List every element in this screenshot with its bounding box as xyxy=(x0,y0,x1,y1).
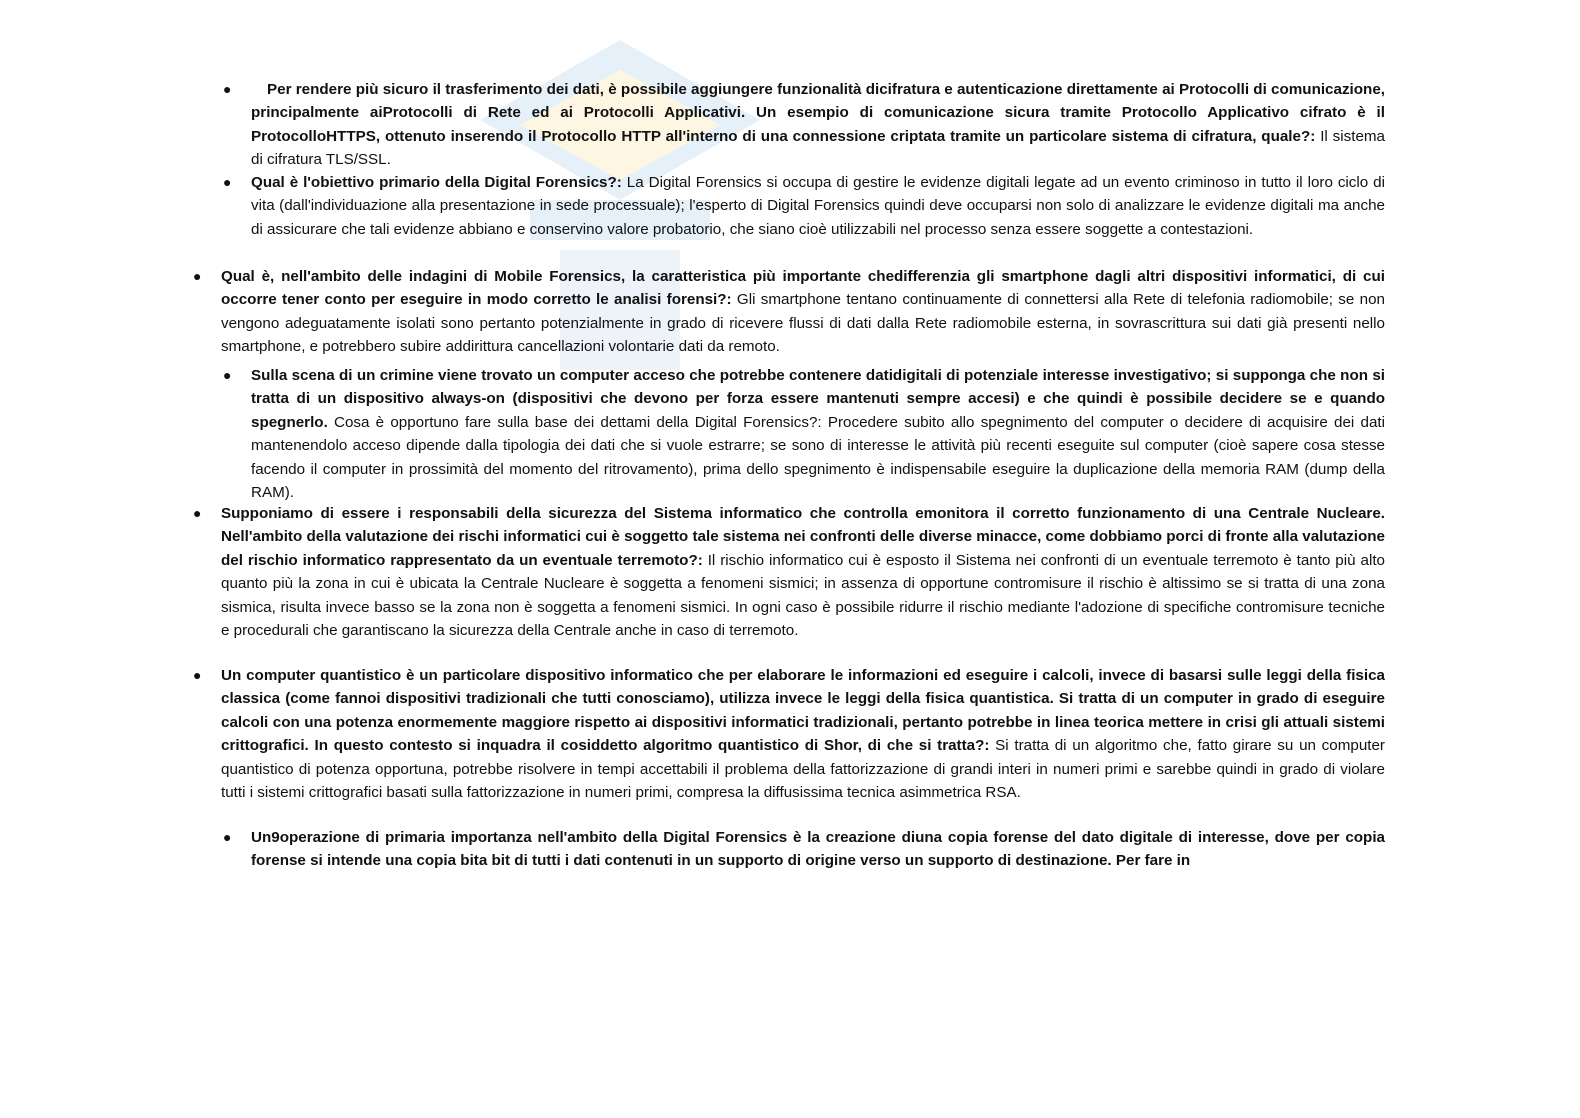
list-item xyxy=(223,171,1385,241)
question-text: Sulla scena di un crimine viene trovato un computer acceso che potrebbe contenere datidigitali di potenziale interesse investigativo; si supponga che non si tratta di un dispositivo always-on (dispositivi che devono per forza essere mantenuti sempre accesi) e che quindi è possibile decidere se e quando spegnerlo. xyxy=(251,367,1385,431)
list-item xyxy=(193,502,1385,642)
bullet-icon: ● xyxy=(223,367,232,383)
bullet-icon: ● xyxy=(193,268,202,284)
bullet-icon: ● xyxy=(193,505,202,521)
answer-text: Si tratta di un algoritmo che, fatto girare su un computer quantistico di potenza opportuna, potrebbe risolvere in tempi accettabili il problema della fattorizzazione di grandi interi in numeri primi e sarebbe quindi in grado di violare tutti i sistemi crittografici basati sulla fattorizzazione in numeri primi, compresa la diffusissima tecnica asimmetrica RSA. xyxy=(221,737,1385,802)
list-item xyxy=(223,826,1385,873)
list-item xyxy=(193,664,1385,804)
list-item xyxy=(223,364,1385,504)
answer-text: Gli smartphone tentano continuamente di connettersi alla Rete di telefonia radiomobile; se non vengono adeguatamente isolati sono pertanto potenzialmente in grado di ricevere flussi di dati dalla Rete radiomobile esterna, in sovrascrittura sui dati già presenti nello smartphone, e potrebbero subire addirittura cancellazioni volontarie dati da remoto. xyxy=(221,291,1385,356)
bullet-icon: ● xyxy=(223,81,232,97)
question-text: Qual è, nell'ambito delle indagini di Mobile Forensics, la caratteristica più importante chedifferenzia gli smartphone dagli altri dispositivi informatici, di cui occorre tener conto per eseguire in modo corretto le analisi forensi?: xyxy=(221,268,1385,309)
answer-text: La Digital Forensics si occupa di gestire le evidenze digitali legate ad un evento criminoso in tutto il loro ciclo di vita (dall'individuazione alla presentazione in sede processuale); l'esperto di Digital Forensics quindi deve occuparsi non solo di analizzare le evidenze digitali ma anche di assicurare che tali evidenze abbiano e conservino valore probatorio, che siano cioè utilizzabili nel processo senza essere soggette a contestazioni. xyxy=(251,174,1385,238)
answer-text: Cosa è opportuno fare sulla base dei dettami della Digital Forensics?: Procedere subito allo spegnimento del computer o decidere di acquisire dei dati mantenendolo acceso dipende dalla tipologia dei dati che si vuole estrarre; se sono di interesse le attività più recenti eseguite sul computer (cioè sapere cosa stesse facendo il computer in prossimità del momento del ritrovamento), prima dello spegnimento è indispensabile eseguire la duplicazione della memoria RAM (dump della RAM). xyxy=(251,413,1385,502)
bullet-icon: ● xyxy=(223,174,232,190)
question-text: Per rendere più sicuro il trasferimento dei dati, è possibile aggiungere funzionalità dicifratura e autenticazione direttamente ai Protocolli di comunicazione, principalmente aiProtocolli di Rete ed ai Protocolli Applicativi. Un esempio di comunicazione sicura tramite Protocollo Applicativo cifrato è il ProtocolloHTTPS, ottenuto inserendo il Protocollo HTTP all'interno di una connessione criptata tramite un particolare sistema di cifratura, quale?: xyxy=(251,81,1385,145)
question-text: Un computer quantistico è un particolare dispositivo informatico che per elaborare le informazioni ed eseguire i calcoli, invece di basarsi sulle leggi della fisica classica (come fannoi dispositivi tradizionali che tutti conosciamo), utilizza invece le leggi della fisica quantistica. Si tratta di un computer in grado di eseguire calcoli con una potenza enormemente maggiore rispetto ai dispositivi informatici tradizionali, pertanto potrebbe in linea teorica mettere in crisi gli attuali sistemi crittografici. In questo contesto si inquadra il cosiddetto algoritmo quantistico di Shor, di che si tratta?: xyxy=(221,667,1385,755)
answer-text: Il sistema di cifratura TLS/SSL. xyxy=(251,127,1385,169)
question-text: Supponiamo di essere i responsabili della sicurezza del Sistema informatico che controlla emonitora il corretto funzionamento di una Centrale Nucleare. Nell'ambito della valutazione dei rischi informatici cui è soggetto tale sistema nei confronti delle diverse minacce, come dobbiamo porci di fronte alla valutazione del rischio informatico rappresentato da un eventuale terremoto?: xyxy=(221,505,1385,569)
bullet-icon: ● xyxy=(193,667,202,683)
list-item xyxy=(193,265,1385,359)
bullet-icon: ● xyxy=(223,829,232,845)
list-item xyxy=(223,78,1385,172)
question-text: Un9operazione di primaria importanza nell'ambito della Digital Forensics è la creazione diuna copia forense del dato digitale di interesse, dove per copia forense si intende una copia bita bit di tutti i dati contenuti in un supporto di origine verso un supporto di destinazione. Per fare in xyxy=(251,829,1385,870)
answer-text: Il rischio informatico cui è esposto il Sistema nei confronti di un eventuale terremoto è tanto più alto quanto più la zona in cui è ubicata la Centrale Nucleare è soggetta a fenomeni sismici; in assenza di opportune contromisure il rischio è altissimo se si tratta di una zona sismica, risulta invece basso se la zona non è soggetta a fenomeni sismici. In ogni caso è possibile ridurre il rischio mediante l'adozione di specifiche contromisure tecniche e procedurali che garantiscano la sicurezza della Centrale anche in caso di terremoto. xyxy=(221,551,1385,640)
question-text: Qual è l'obiettivo primario della Digital Forensics?: xyxy=(251,174,622,191)
